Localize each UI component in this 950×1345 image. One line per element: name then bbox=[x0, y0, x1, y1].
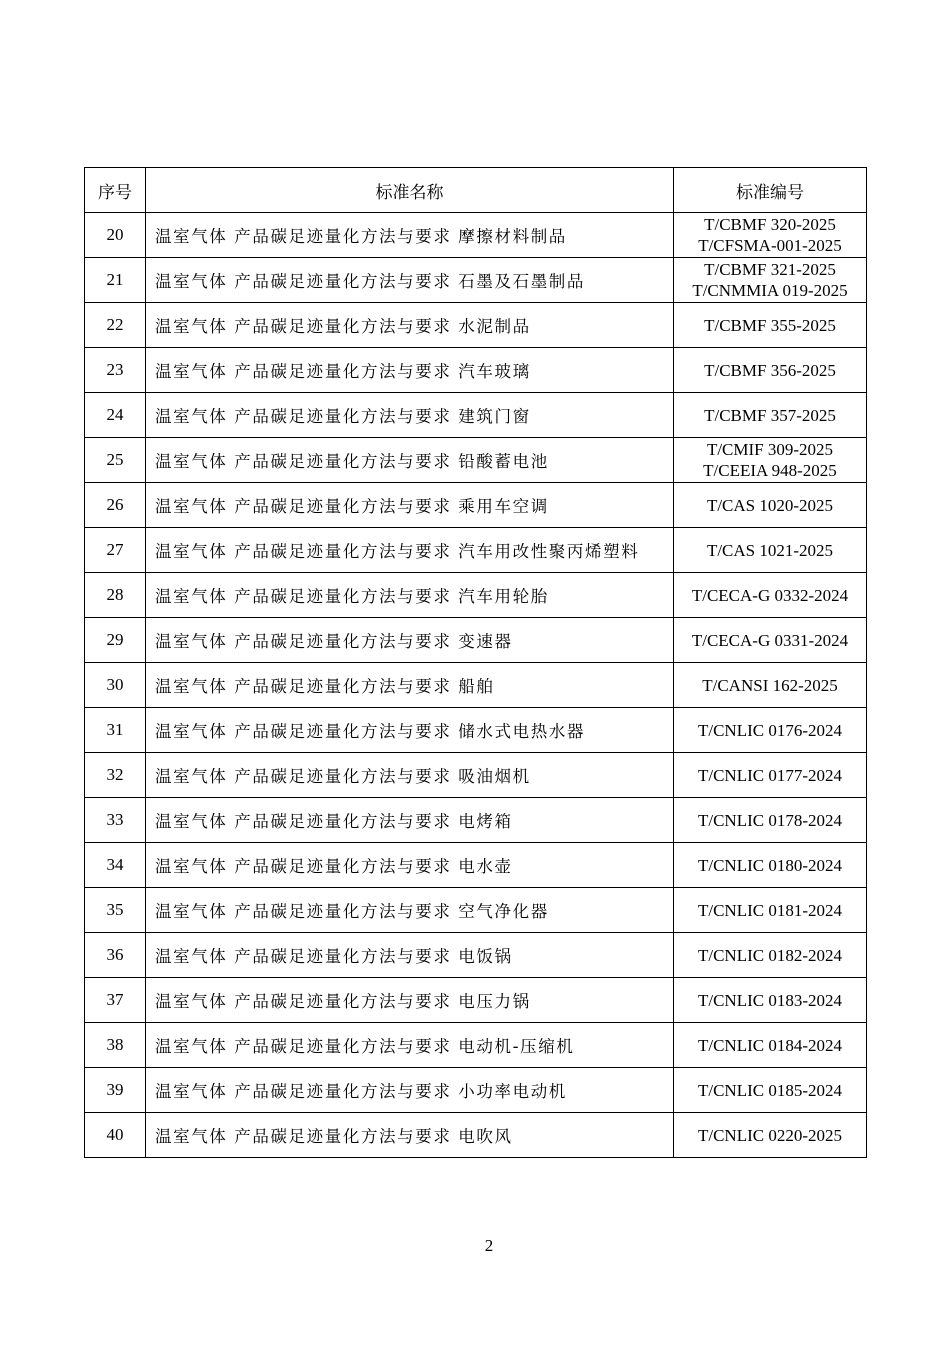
standard-code-line: T/CECA-G 0332-2024 bbox=[691, 585, 849, 605]
table-header-row bbox=[85, 168, 867, 213]
standard-code bbox=[674, 213, 867, 258]
standard-name: 温室气体 产品碳足迹量化方法与要求 电动机-压缩机 bbox=[146, 1023, 674, 1068]
standard-code bbox=[674, 663, 867, 708]
standard-code bbox=[674, 798, 867, 843]
standard-code-line: T/CBMF 356-2025 bbox=[704, 360, 836, 380]
table-row bbox=[85, 1023, 867, 1068]
standard-code-line: T/CNLIC 0220-2025 bbox=[697, 1125, 843, 1145]
standard-code-line: T/CANSI 162-2025 bbox=[702, 675, 838, 695]
row-index: 38 bbox=[85, 1023, 146, 1068]
standard-name: 温室气体 产品碳足迹量化方法与要求 变速器 bbox=[146, 618, 674, 663]
standard-name: 温室气体 产品碳足迹量化方法与要求 船舶 bbox=[146, 663, 674, 708]
standard-code-line: T/CNLIC 0181-2024 bbox=[697, 900, 843, 920]
standard-code bbox=[674, 528, 867, 573]
row-index: 30 bbox=[85, 663, 146, 708]
standard-code bbox=[674, 393, 867, 438]
standard-name: 温室气体 产品碳足迹量化方法与要求 汽车用改性聚丙烯塑料 bbox=[146, 528, 674, 573]
standard-code-line: T/CNLIC 0184-2024 bbox=[697, 1035, 843, 1055]
table-row bbox=[85, 798, 867, 843]
standard-name: 温室气体 产品碳足迹量化方法与要求 建筑门窗 bbox=[146, 393, 674, 438]
standard-code bbox=[674, 618, 867, 663]
standard-code bbox=[674, 1113, 867, 1158]
standard-name: 温室气体 产品碳足迹量化方法与要求 汽车用轮胎 bbox=[146, 573, 674, 618]
standard-name: 温室气体 产品碳足迹量化方法与要求 水泥制品 bbox=[146, 303, 674, 348]
table-row bbox=[85, 528, 867, 573]
standard-code-line: T/CEEIA 948-2025 bbox=[703, 461, 837, 480]
standard-name: 温室气体 产品碳足迹量化方法与要求 电水壶 bbox=[146, 843, 674, 888]
row-index: 33 bbox=[85, 798, 146, 843]
table-row bbox=[85, 258, 867, 303]
table-row bbox=[85, 438, 867, 483]
standards-table bbox=[84, 167, 867, 1158]
table-row bbox=[85, 303, 867, 348]
row-index: 36 bbox=[85, 933, 146, 978]
row-index: 20 bbox=[85, 213, 146, 258]
table-body bbox=[85, 213, 867, 1158]
table-row bbox=[85, 393, 867, 438]
row-index: 32 bbox=[85, 753, 146, 798]
standard-name: 温室气体 产品碳足迹量化方法与要求 储水式电热水器 bbox=[146, 708, 674, 753]
standard-code bbox=[674, 1023, 867, 1068]
row-index: 22 bbox=[85, 303, 146, 348]
standard-name: 温室气体 产品碳足迹量化方法与要求 电吹风 bbox=[146, 1113, 674, 1158]
standard-code-line: T/CFSMA-001-2025 bbox=[698, 236, 842, 255]
row-index: 39 bbox=[85, 1068, 146, 1113]
row-index: 25 bbox=[85, 438, 146, 483]
table-row bbox=[85, 483, 867, 528]
row-index: 35 bbox=[85, 888, 146, 933]
standard-name: 温室气体 产品碳足迹量化方法与要求 电饭锅 bbox=[146, 933, 674, 978]
table-row bbox=[85, 1068, 867, 1113]
row-index: 24 bbox=[85, 393, 146, 438]
row-index: 40 bbox=[85, 1113, 146, 1158]
header-name: 标准名称 bbox=[146, 168, 674, 213]
table-row bbox=[85, 978, 867, 1023]
standard-code-line: T/CBMF 321-2025 bbox=[704, 260, 836, 279]
table-row bbox=[85, 663, 867, 708]
row-index: 34 bbox=[85, 843, 146, 888]
standard-name: 温室气体 产品碳足迹量化方法与要求 铅酸蓄电池 bbox=[146, 438, 674, 483]
standard-code-line: T/CNLIC 0177-2024 bbox=[697, 765, 843, 785]
table-row bbox=[85, 843, 867, 888]
standard-code bbox=[674, 438, 867, 483]
row-index: 31 bbox=[85, 708, 146, 753]
table-row bbox=[85, 933, 867, 978]
standard-code-line: T/CNMMIA 019-2025 bbox=[692, 281, 848, 300]
table-row bbox=[85, 888, 867, 933]
standard-code bbox=[674, 753, 867, 798]
standard-code-line: T/CECA-G 0331-2024 bbox=[691, 630, 849, 650]
standard-code bbox=[674, 978, 867, 1023]
standard-name: 温室气体 产品碳足迹量化方法与要求 乘用车空调 bbox=[146, 483, 674, 528]
standard-code bbox=[674, 1068, 867, 1113]
standard-code bbox=[674, 843, 867, 888]
header-index: 序号 bbox=[85, 168, 146, 213]
standard-name: 温室气体 产品碳足迹量化方法与要求 吸油烟机 bbox=[146, 753, 674, 798]
standard-code-line: T/CBMF 320-2025 bbox=[704, 215, 836, 234]
standard-code-line: T/CBMF 355-2025 bbox=[704, 315, 836, 335]
standard-code bbox=[674, 258, 867, 303]
standard-code-line: T/CNLIC 0182-2024 bbox=[697, 945, 843, 965]
row-index: 27 bbox=[85, 528, 146, 573]
standard-code-line: T/CNLIC 0180-2024 bbox=[697, 855, 843, 875]
standard-code-line: T/CMIF 309-2025 bbox=[706, 440, 834, 459]
standard-name: 温室气体 产品碳足迹量化方法与要求 摩擦材料制品 bbox=[146, 213, 674, 258]
header-code: 标准编号 bbox=[674, 168, 867, 213]
standard-name: 温室气体 产品碳足迹量化方法与要求 空气净化器 bbox=[146, 888, 674, 933]
row-index: 29 bbox=[85, 618, 146, 663]
standard-name: 温室气体 产品碳足迹量化方法与要求 电压力锅 bbox=[146, 978, 674, 1023]
row-index: 28 bbox=[85, 573, 146, 618]
standard-name: 温室气体 产品碳足迹量化方法与要求 小功率电动机 bbox=[146, 1068, 674, 1113]
standard-code bbox=[674, 888, 867, 933]
standard-code bbox=[674, 573, 867, 618]
row-index: 26 bbox=[85, 483, 146, 528]
table-row bbox=[85, 348, 867, 393]
table-row bbox=[85, 753, 867, 798]
standard-code-line: T/CBMF 357-2025 bbox=[704, 405, 836, 425]
table-row bbox=[85, 573, 867, 618]
standard-code bbox=[674, 933, 867, 978]
row-index: 37 bbox=[85, 978, 146, 1023]
standard-code-line: T/CAS 1020-2025 bbox=[706, 495, 834, 515]
row-index: 21 bbox=[85, 258, 146, 303]
standard-code-line: T/CNLIC 0183-2024 bbox=[697, 990, 843, 1010]
table-row bbox=[85, 708, 867, 753]
standard-code bbox=[674, 348, 867, 393]
standard-name: 温室气体 产品碳足迹量化方法与要求 电烤箱 bbox=[146, 798, 674, 843]
table-row bbox=[85, 618, 867, 663]
standard-name: 温室气体 产品碳足迹量化方法与要求 汽车玻璃 bbox=[146, 348, 674, 393]
standard-code-line: T/CNLIC 0178-2024 bbox=[697, 810, 843, 830]
row-index: 23 bbox=[85, 348, 146, 393]
standard-code-line: T/CNLIC 0176-2024 bbox=[697, 720, 843, 740]
standard-name: 温室气体 产品碳足迹量化方法与要求 石墨及石墨制品 bbox=[146, 258, 674, 303]
standard-code-line: T/CAS 1021-2025 bbox=[706, 540, 834, 560]
standard-code bbox=[674, 708, 867, 753]
standard-code bbox=[674, 483, 867, 528]
standard-code bbox=[674, 303, 867, 348]
table-row bbox=[85, 213, 867, 258]
table-row bbox=[85, 1113, 867, 1158]
standard-code-line: T/CNLIC 0185-2024 bbox=[697, 1080, 843, 1100]
page-number: 2 bbox=[484, 1236, 494, 1255]
